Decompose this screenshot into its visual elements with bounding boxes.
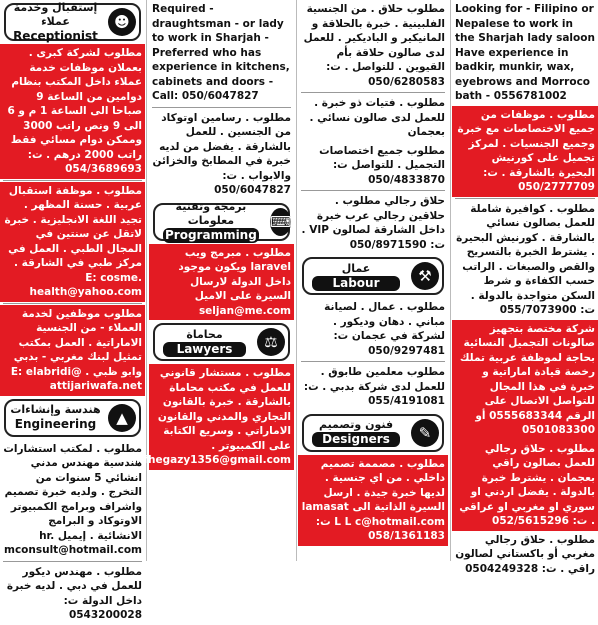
classified-ad: مطلوب . رسامين اوتوكاد من الجنسين . للعمل بالشارقة . يفضل من لديه خبرة في المطابخ والخزائن والابواب . ت: 050/6047827 [152,111,291,196]
classified-ad: مطلوب . عمال . لصيانة مباني . دهان وديكور . لشركة في عجمان ت: 050/9297481 [324,301,445,357]
section-header-designers [302,414,444,452]
column-4 [452,0,598,575]
classified-ad: مطلوب . مبرمج ويب laravel ويكون موجود داخل الدولة لارسال السيرة على الاميل seljan@me.com [149,244,294,321]
classified-ad: مطلوب . مهندس ديكور للعمل في دبي . لديه خبرة داخل الدولة ت: 0543200028 [6,565,142,621]
classified-ad: شركة مختصة بتجهيز صالونات التجميل النسائية بحاجة لموظفة عربية تملك رخصة قيادة اماراتية و خبرة في هذا المجال للتواصل الاتصال على الرقم 0555683344 أو 0501083300 [452,320,598,440]
section-header-programming [153,200,292,242]
classified-ad: مطلوب . فتيات ذو خبرة . للعمل لدى صالون نسائي . بعجمان [309,97,445,138]
classified-ad: Required - draughtsman - or lady to work in Sharjah - Preferred who has experience in kitchens, cabinets and doors - Call: 050/6047827 [152,3,290,102]
scales-icon: ⚖ [257,328,285,356]
classified-ad: حلاق رجالي مطلوب . حلاقين رجالي عرب خبرة داخل الشارقة لصالون VIP . ت: 050/8971590 [301,195,445,251]
classified-ad: مطلوب . لمكتب استشارات هندسية مهندس مدني انشائي 5 سنوات من التخرج . ولديه خبرة تصميم واشراف وبرامج الكمبيوتر الاوتوكاد و البرامج الانشائية . إيميل hr. mconsult@hotmail.com [3,442,142,556]
classified-ad: مطلوب . موظفة استقبال عربية . حسنة المظهر . تجيد اللغة الانجليزية . خبرة لاتقل عن سنتين في المجال الطبي . العمل في مركز طبي في الشارقة . E: cosme. health@yahoo.com [0,182,145,302]
classified-ad: مطلوب . حلاق رجالي للعمل بصالون راقي بعجمان . يشترط خبرة بالدولة . يفضل اردني او سوري او مغربي او عراقي . ت: 052/5615296 [452,440,598,531]
section-title-ar: إستقبال وخدمة عملاء [13,0,98,28]
classified-ad: مطلوب معلمين طابوق . للعمل لدى شركة بدبي . ت: 055/4191081 [303,366,445,407]
section-title-en: Programming [165,228,257,242]
section-title-ar: عمال [341,261,371,275]
section-title-en: Engineering [14,417,97,431]
section-title-ar: محاماة [186,327,223,341]
classified-ad: مطلوب جميع اختصاصات التجميل . للتواصل ت: 050/4833870 [319,144,445,186]
section-title-en: Designers [312,432,400,447]
palette-icon: ✎ [411,419,439,447]
column-2 [132,0,294,561]
section-title-en: Labour [312,276,400,291]
section-header-receptionist [4,0,141,43]
column-1 [0,0,145,621]
column-3 [298,0,448,561]
person-icon: ☻ [108,8,136,36]
section-header-engineering [4,399,141,437]
worker-icon: ⚒ [411,262,439,290]
section-title-en: Lawyers [163,342,246,357]
section-header-lawyers [153,323,290,361]
section-title-ar: فنون وتصميم [318,418,394,431]
classified-ad: مطلوب حلاق . من الجنسية الفلبينية . خبرة بالحلاقة و المانيكير و الباديكير . للعمل لدى صالون حلاقة بأم القيوين . للتواصل . ت: 050/6280583 [303,3,445,88]
classified-ad: مطلوب . مستشار قانوني للعمل في مكتب محاماة بالشارقة . خبرة بالقانون التجاري والمدني والقانون الاماراتي . وسريع الكتابة على الكمبيوتر . mfhegazy1356@gmail.com [149,364,294,470]
helmet-icon: ▲ [108,404,136,432]
section-title-ar: هندسة وإنشاءات [10,403,101,416]
classified-ad: مطلوب . حلاق رجالي مغربي أو باكستاني لصالون راقي . ت: 0504249328 [455,533,595,575]
classified-ad: مطلوب . مصممة تصميم داخلي . من اي جنسية . لديها خبرة جيدة . ارسل السيرة الذاتية الى lamasat L L c@hotmail.com ت: 058/1361183 [298,455,448,546]
section-title-en: Receptionist [13,28,98,43]
section-title-ar: برمجة وتقنية معلومات [175,200,247,227]
classified-ad: Looking for - Filipino or Nepalese to work in the Sharjah lady saloon Have experience in badkir, munkir, wax, eyebrows and Morroco bath - 0556781002 [455,3,595,102]
keyboard-icon: ⌨ [270,208,292,236]
classified-ad: مطلوب . كوافيرة شاملة للعمل بصالون نسائي بالشارقة . كورنيش البحيرة . يشترط الخبرة بالتسريح والقص والصبغات . الراتب حسب الكفاءة و شرط السكن متواجدة بالدولة . ت: 055/7073900 [456,202,595,316]
classified-ad: مطلوب لشركة كبرى . بعملان موظفات خدمة عملاء داخل المكتب بنظام دوامين من الساعة 9 صباحا الى الساعة 1 م و 6 الى 9 ونص راتب 3000 وممكن دوام مسائي فقط راتب 2000 درهم . ت: 054/3689693 [0,44,145,179]
section-header-labour [302,257,444,295]
classified-ad: مطلوب موظفين لخدمة العملاء - من الجنسية الاماراتية . العمل بمكتب تمثيل لبنك مغربي - بدبي وابو ظبي . E: elabridi@ attijariwafa.net [0,305,145,396]
classified-ad: مطلوب . موظفات من جميع الاختصاصات مع خبرة وجميع الجنسيات . لمركز تجميل على كورنيش البحيرة بالشارقة . ت: 050/2777709 [452,106,598,197]
